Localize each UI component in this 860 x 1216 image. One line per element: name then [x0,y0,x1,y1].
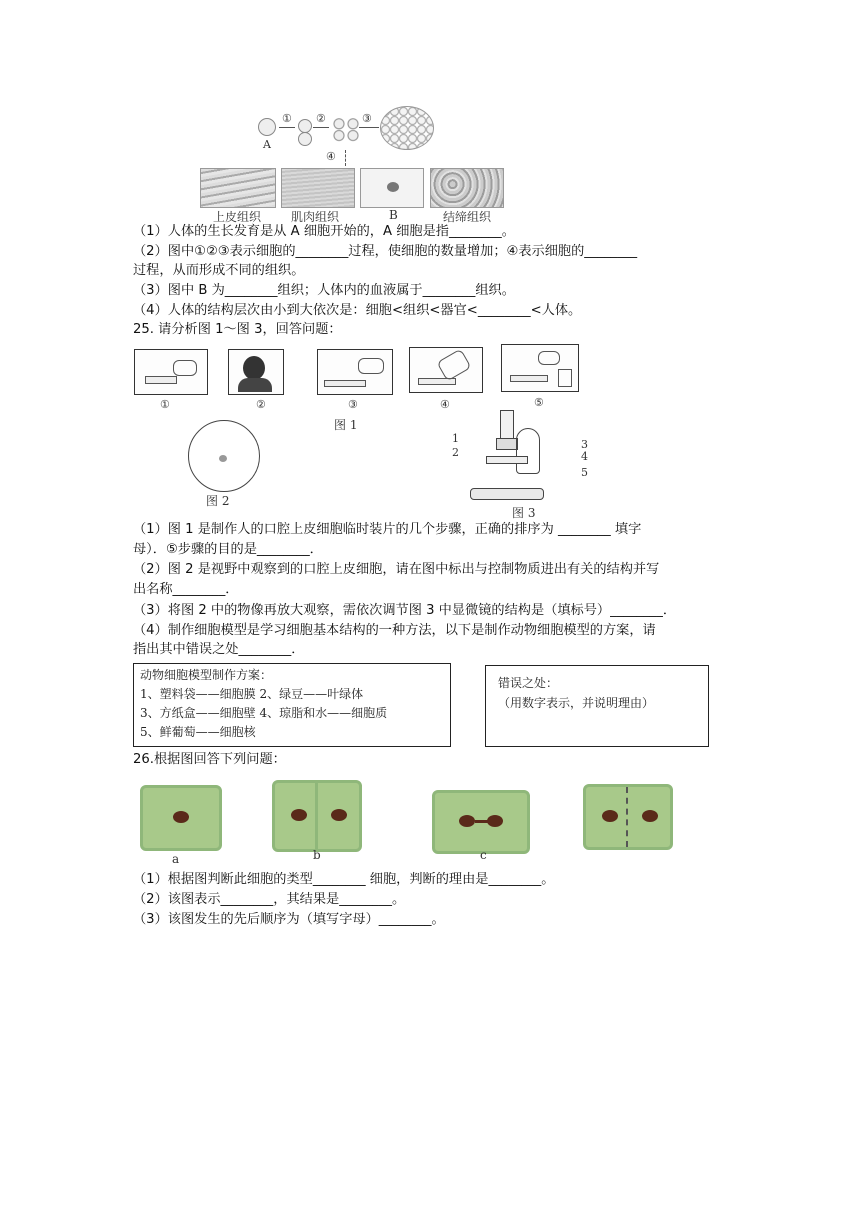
q24-line-2: （2）图中①②③表示细胞的________过程，使细胞的数量增加；④表示细胞的________ [133,244,638,259]
q25-line-5: （3）将图 2 中的物像再放大观察，需依次调节图 3 中显微镜的结构是（填标号）________． [133,603,677,618]
step-label-4: ④ [326,150,336,163]
arrow-3 [359,127,379,128]
q24-line-3: 过程，从而形成不同的组织。 [133,263,305,278]
cell-c-image [432,790,530,854]
fig1-label-5: ⑤ [534,396,544,409]
cell-d-image [583,784,673,850]
q26-line-2: （2）该图表示________，其结果是________。 [133,892,406,907]
fig3-label-3: 3 [581,438,588,451]
q25-line-1: （1）图 1 是制作人的口腔上皮细胞临时装片的几个步骤，正确的排序为 ________ 填字 [133,522,642,537]
q24-line-5: （4）人体的结构层次由小到大依次是：细胞<组织<器官<________<人体。 [133,303,582,318]
fig1-caption: 图 1 [334,418,358,432]
q24-line-1: （1）人体的生长发育是从 A 细胞开始的，A 细胞是指________。 [133,224,515,239]
caption-epithelial: 上皮组织 [213,210,262,224]
arrow-2 [313,127,329,128]
microscope-image [462,410,552,502]
q25-line-4: 出名称________． [133,582,239,597]
fig3-label-5: 5 [581,466,588,479]
caption-muscle: 肌肉组织 [291,210,340,224]
model-plan-row-2: 3、方纸盒——细胞壁 4、琼脂和水——细胞质 [140,706,388,720]
fig1-step-3-image [317,349,393,395]
q25-line-3: （2）图 2 是视野中观察到的口腔上皮细胞，请在图中标出与控制物质进出有关的结构并写 [133,562,660,577]
error-box-heading: 错误之处： [498,676,559,690]
error-box-note: （用数字表示，并说明理由） [498,696,655,710]
muscle-tissue-image [281,168,355,208]
q25-line-2: 母）．⑤步骤的目的是________． [133,542,323,557]
two-cells-image [298,119,312,133]
fig1-step-2-image [228,349,284,395]
two-cells-image-b [298,132,312,146]
step-label-1: ① [282,112,292,125]
cell-label-a: a [172,852,180,866]
q24-line-4: （3）图中 B 为________组织；人体内的血液属于________组织。 [133,283,515,298]
epithelial-tissue-image [200,168,276,208]
model-plan-heading: 动物细胞模型制作方案： [140,668,273,682]
q26-title: 26.根据图回答下列问题： [133,752,286,767]
fig1-step-1-image [134,349,208,395]
q26-line-1: （1）根据图判断此细胞的类型________ 细胞，判断的理由是________。 [133,872,555,887]
microscope-field-image [188,420,260,492]
model-plan-row-1: 1、塑料袋——细胞膜 2、绿豆——叶绿体 [140,687,364,701]
q26-line-3: （3）该图发生的先后顺序为（填写字母）________。 [133,912,445,927]
connective-tissue-image [430,168,504,208]
fig2-caption: 图 2 [206,494,230,508]
fig3-label-1: 1 [452,432,459,445]
fig3-label-4: 4 [581,450,588,463]
fig3-label-2: 2 [452,446,459,459]
model-plan-box [133,663,451,747]
fig1-label-3: ③ [348,398,358,411]
arrow-1 [279,127,295,128]
caption-connective: 结缔组织 [443,210,492,224]
cell-a-label: A [263,138,271,151]
cell-a-image [140,785,222,851]
step-label-2: ② [316,112,326,125]
q25-title: 25. 请分析图 1～图 3，回答问题： [133,322,342,337]
fig1-label-1: ① [160,398,170,411]
cell-label-c: c [480,848,487,862]
four-cells-image [332,116,360,142]
step-label-3: ③ [362,112,372,125]
fig3-caption: 图 3 [512,506,536,520]
cell-cluster-image [380,106,434,150]
fig1-step-5-image [501,344,579,392]
nerve-tissue-image [360,168,424,208]
cell-b-image [272,780,362,852]
q25-line-6: （4）制作细胞模型是学习细胞基本结构的一种方法，以下是制作动物细胞模型的方案，请 [133,623,656,638]
arrow-4 [345,150,346,166]
error-box [485,665,709,747]
caption-b: B [389,208,398,222]
q25-line-7: 指出其中错误之处________． [133,642,305,657]
model-plan-row-3: 5、鲜葡萄——细胞核 [140,725,256,739]
fig1-label-2: ② [256,398,266,411]
cell-a-image [258,118,276,136]
cell-label-b: b [313,848,321,862]
fig1-label-4: ④ [440,398,450,411]
fig1-step-4-image [409,347,483,393]
